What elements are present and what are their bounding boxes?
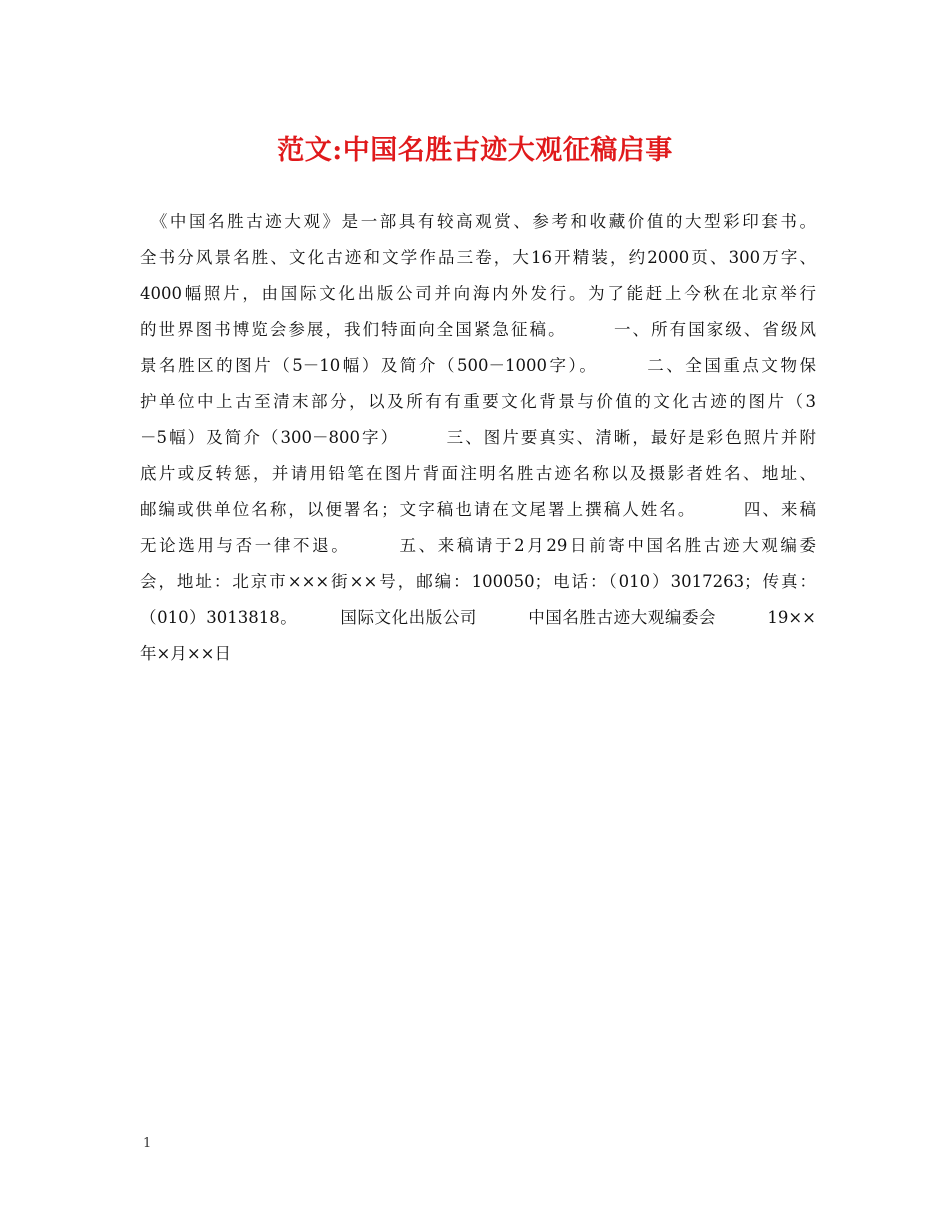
body-line: 《中国名胜古迹大观》是一部具有较高观赏、参考和收藏价值的大型彩印套书。 bbox=[140, 212, 816, 231]
body-line: （010）3013818。 国际文化出版公司 中国名胜古迹大观编委会 19×× bbox=[140, 608, 816, 627]
body-line: 年×月××日 bbox=[140, 644, 231, 663]
body-line: 全书分风景名胜、文化古迹和文学作品三卷，大16开精装，约2000页、300万字、 bbox=[140, 248, 816, 267]
body-line: 4000幅照片，由国际文化出版公司并向海内外发行。为了能赶上今秋在北京举行 bbox=[140, 284, 816, 303]
page-number: 1 bbox=[143, 1136, 152, 1151]
body-line: 景名胜区的图片（5－10幅）及简介（500－1000字）。 二、全国重点文物保 bbox=[140, 356, 816, 375]
body-line: 底片或反转惩，并请用铅笔在图片背面注明名胜古迹名称以及摄影者姓名、地址、 bbox=[140, 464, 816, 483]
body-line: 护单位中上古至清末部分，以及所有有重要文化背景与价值的文化古迹的图片（3 bbox=[140, 392, 816, 411]
document-title: 范文:中国名胜古迹大观征稿启事 bbox=[277, 135, 673, 166]
body-line: 会，地址：北京市×××街××号，邮编：100050；电话：（010）3017263；传真： bbox=[140, 572, 816, 591]
document-body bbox=[140, 204, 816, 672]
body-line: 邮编或供单位名称，以便署名；文字稿也请在文尾署上撰稿人姓名。 四、来稿 bbox=[140, 500, 816, 519]
body-line: 无论选用与否一律不退。 五、来稿请于2月29日前寄中国名胜古迹大观编委 bbox=[140, 536, 816, 555]
body-line: 的世界图书博览会参展，我们特面向全国紧急征稿。 一、所有国家级、省级风 bbox=[140, 320, 816, 339]
body-line: －5幅）及简介（300－800字） 三、图片要真实、清晰，最好是彩色照片并附 bbox=[140, 428, 816, 447]
